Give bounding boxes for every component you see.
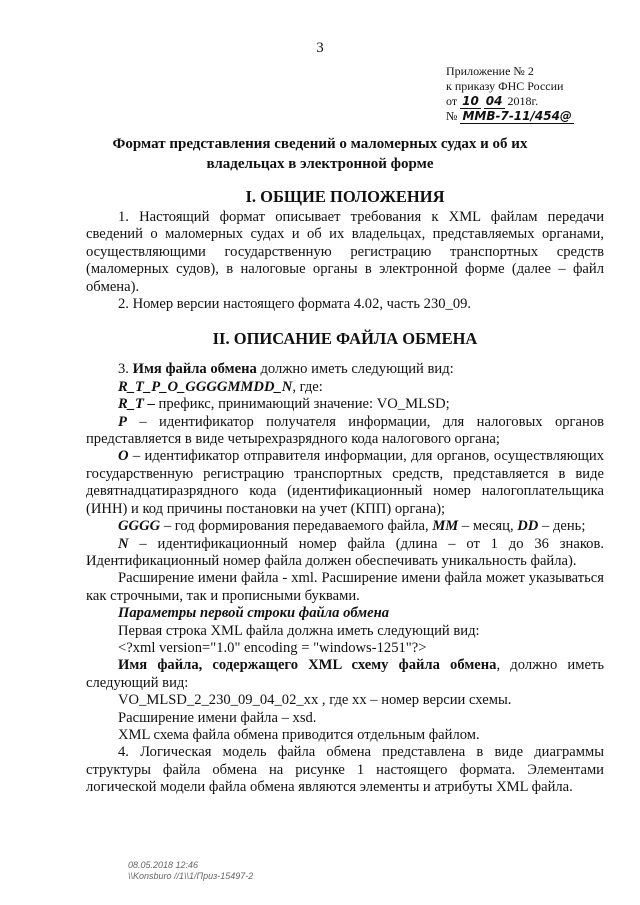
paragraph-3: 3. Имя файла обмена должно иметь следующий вид: <box>118 361 454 378</box>
file-name-pattern: R_T_P_O_GGGGMMDD_N, где: <box>118 378 323 395</box>
footer-stamp: 08.05.2018 12:46 \\Konsburo //1\\1/Приз-15497-2 <box>128 860 254 881</box>
handwritten-month: 04 <box>485 94 503 108</box>
page-number: 3 <box>316 40 324 56</box>
rt-definition: R_T – префикс, принимающий значение: VO_MLSD; <box>118 396 450 413</box>
appendix-block <box>446 64 574 124</box>
section1-heading: I. ОБЩИЕ ПОЛОЖЕНИЯ <box>245 187 445 206</box>
p-definition: P – идентификатор получателя информации, для налоговых органов представляется в виде четырехразрядного кода налогового органа; <box>86 413 605 448</box>
schema-extension: Расширение имени файла – xsd. <box>118 709 317 726</box>
paragraph-2: 2. Номер версии настоящего формата 4.02, часть 230_09. <box>118 296 472 313</box>
document-title: Формат представления сведений о маломерных судах и об их владельцах в электронной форме <box>112 136 528 172</box>
section2-heading: II. ОПИСАНИЕ ФАЙЛА ОБМЕНА <box>212 329 478 349</box>
handwritten-number: ММВ-7-11/454@ <box>462 109 572 123</box>
schema-given: XML схема файла обмена приводится отдельным файлом. <box>118 726 480 743</box>
extension-paragraph: Расширение имени файла - xml. Расширение имени файла может указываться как строчными, так и прописными буквами. <box>86 570 604 604</box>
o-definition: O – идентификатор отправителя информации, для органов, осуществляющих государственную регистрацию транспортных средств, представляется в виде девятнадцатиразрядного кода (идентификационный номер налогоплательщика (ИНН) и код причины постановки на учет (КПП) органа); <box>86 448 604 517</box>
schema-name-paragraph: Имя файла, содержащего XML схему файла обмена, должно иметь следующий вид: <box>86 657 604 691</box>
date-year: 2018 <box>507 94 532 108</box>
first-line-heading: Параметры первой строки файла обмена <box>118 605 390 622</box>
date-definition: GGGG – год формирования передаваемого файла, MM – месяц, DD – день; <box>118 518 586 535</box>
schema-name: VO_MLSD_2_230_09_04_02_xx , где xx – номер версии схемы. <box>118 692 512 709</box>
appendix-number: № ММВ-7-11/454@ <box>446 109 572 123</box>
appendix-date: от 10 04 2018г. <box>446 94 539 108</box>
appendix-line1: Приложение № 2 <box>446 64 534 78</box>
appendix-line2: к приказу ФНС России <box>446 79 564 93</box>
paragraph-4: 4. Логическая модель файла обмена представлена в виде диаграммы структуры файла обмена на рисунке 1 настоящего формата. Элементами логической модели файла обмена являются элементы и атрибуты XML файла. <box>86 744 604 796</box>
xml-declaration: <?xml version="1.0" encoding = "windows-1251"?> <box>118 639 427 656</box>
first-line-text: Первая строка XML файла должна иметь следующий вид: <box>118 622 480 639</box>
n-definition: N – идентификационный номер файла (длина – от 1 до 36 знаков. Идентификационный номер файла должен обеспечивать уникальность файла). <box>86 535 604 569</box>
document-body <box>86 185 604 797</box>
handwritten-day: 10 <box>462 94 479 108</box>
paragraph-1: 1. Настоящий формат описывает требования к XML файлам передачи сведений о маломерных судах и об их владельцах, представляемых органами, осуществляющими государственную регистрацию транспортных средств (маломерных судов), в налоговые органы в электронной форме (далее – файл обмена). <box>86 209 604 295</box>
